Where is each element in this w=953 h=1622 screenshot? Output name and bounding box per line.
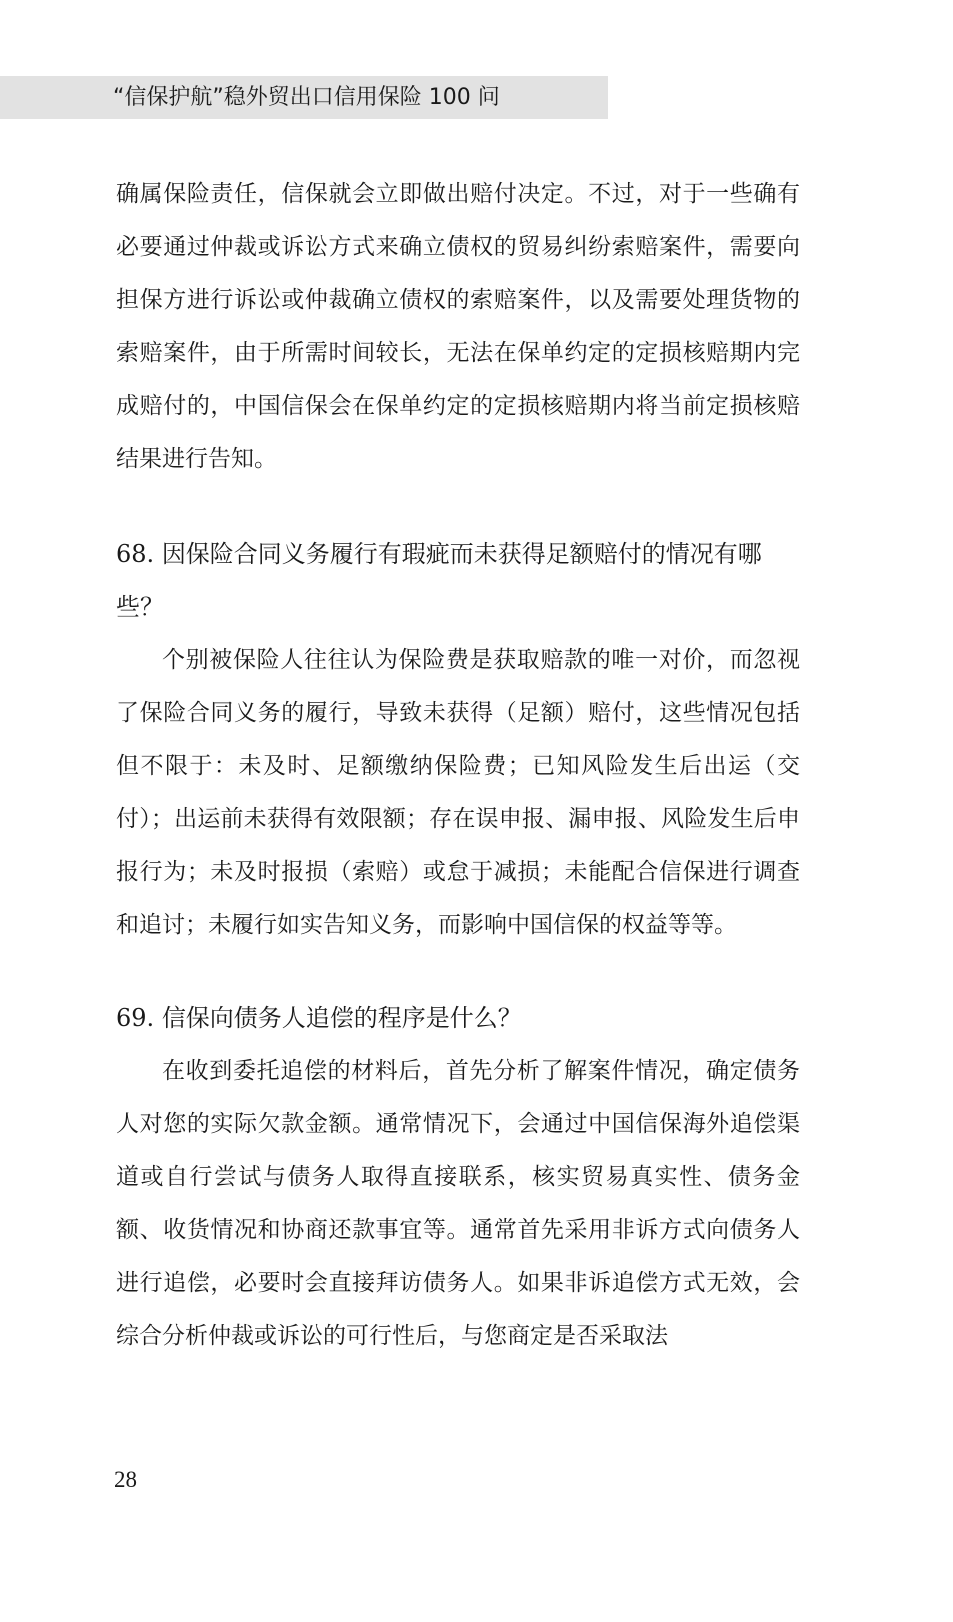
answer-68-paragraph: 个别被保险人往往认为保险费是获取赔款的唯一对价，而忽视了保险合同义务的履行，导致未获得（足额）赔付，这些情况包括但不限于：未及时、足额缴纳保险费；已知风险发生后出运（交付）；出运前未获得有效限额；存在误申报、漏申报、风险发生后申报行为；未及时报损（索赔）或怠于减损；未能配合信保进行调查和追讨；未履行如实告知义务，而影响中国信保的权益等等。 bbox=[116, 647, 800, 938]
question-68-heading bbox=[116, 528, 800, 634]
section-spacer bbox=[116, 486, 800, 528]
page-number: 28 bbox=[114, 1467, 137, 1492]
running-header-title: “信保护航”稳外贸出口信用保险 100 问 bbox=[113, 85, 500, 110]
answer-69-paragraph: 在收到委托追偿的材料后，首先分析了解案件情况，确定债务人对您的实际欠款金额。通常情况下，会通过中国信保海外追偿渠道或自行尝试与债务人取得直接联系，核实贸易真实性、债务金额、收货情况和协商还款事宜等。通常首先采用非诉方式向债务人进行追偿，必要时会直接拜访债务人。如果非诉追偿方式无效，会综合分析仲裁或诉讼的可行性后，与您商定是否采取法 bbox=[116, 1058, 800, 1349]
question-68-text: 因保险合同义务履行有瑕疵而未获得足额赔付的情况有哪些？ bbox=[116, 540, 762, 621]
question-69-heading bbox=[116, 992, 800, 1045]
continuation-paragraph: 确属保险责任，信保就会立即做出赔付决定。不过，对于一些确有必要通过仲裁或诉讼方式来确立债权的贸易纠纷索赔案件，需要向担保方进行诉讼或仲裁确立债权的索赔案件，以及需要处理货物的索赔案件，由于所需时间较长，无法在保单约定的定损核赔期内完成赔付的，中国信保会在保单约定的定损核赔期内将当前定损核赔结果进行告知。 bbox=[116, 181, 800, 472]
question-69-text: 信保向债务人追偿的程序是什么？ bbox=[161, 1004, 522, 1032]
question-68-number: 68. bbox=[116, 540, 155, 568]
section-spacer bbox=[116, 952, 800, 992]
page-body bbox=[116, 168, 800, 1363]
question-69-number: 69. bbox=[116, 1004, 155, 1032]
